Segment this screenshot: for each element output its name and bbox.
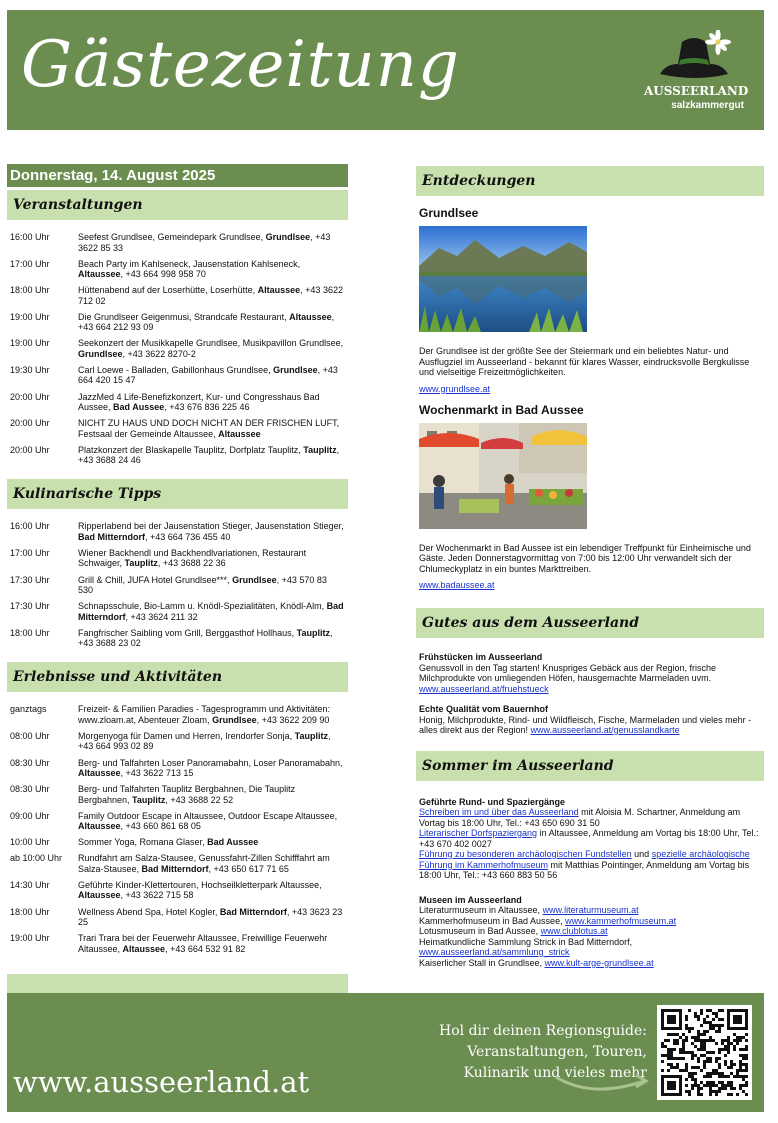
museum-kammerhof-text: Kammerhofmuseum in Bad Aussee, [419, 915, 566, 926]
event-time: 18:00 Uhr [10, 906, 50, 917]
event-location: Altaussee [257, 285, 301, 296]
date-heading: Donnerstag, 14. August 2025 [7, 164, 348, 187]
footer-accent-bar [7, 974, 348, 993]
event-time: 08:00 Uhr [10, 730, 50, 741]
event-row [10, 907, 348, 928]
event-description [78, 575, 348, 596]
museum-strick-link[interactable]: www.ausseerland.at/sammlung_strick [419, 947, 570, 957]
event-phone: , +43 3688 22 52 [165, 794, 234, 805]
event-row [10, 811, 348, 832]
event-time: 19:00 Uhr [10, 933, 50, 944]
event-time: 09:00 Uhr [10, 810, 50, 821]
event-text: JazzMed 4 Life-Benefizkonzert, Kur- und Congresshaus Bad Aussee, [78, 391, 320, 413]
grundlsee-lake-photo [419, 226, 587, 332]
walk-literary-text: in Altaussee, Anmeldung am Vortag bis 18:00 Uhr, Tel.: +43 670 402 0027 [419, 828, 759, 849]
event-time: 20:00 Uhr [10, 391, 50, 402]
event-list [7, 692, 348, 967]
event-description [78, 731, 348, 752]
promo-line: Veranstaltungen, Touren, [467, 1044, 647, 1060]
goods-farm-heading: Echte Qualität vom Bauernhof [419, 704, 549, 714]
event-text: Berg- und Talfahrten Tauplitz Bergbahnen, Die Tauplitz Bergbahnen, [78, 784, 296, 805]
event-row [10, 575, 348, 596]
event-phone: , +43 3688 23 02 [78, 627, 333, 649]
event-text: Sommer Yoga, Romana Glaser, [78, 837, 208, 848]
event-phone: , +43 3622 713 15 [120, 768, 194, 778]
event-description [78, 521, 348, 542]
event-time: 17:00 Uhr [10, 547, 50, 558]
section-header: Kulinarische Tipps [7, 479, 348, 509]
event-location: Tauplitz [303, 444, 337, 455]
event-text: Die Grundlseer Geigenmusi, Strandcafe Restaurant, [78, 311, 290, 322]
event-location: Bad Mitterndorf [141, 863, 209, 874]
event-text: Freizeit- & Familien Paradies - Tagesprogramm und Aktivitäten: www.zloam.at, Abenteuer Zloam, [78, 704, 330, 725]
event-row [10, 548, 348, 569]
goods-breakfast-text: Genussvoll in den Tag starten! Knuspriges Gebäck aus der Region, frische Milchprodukte von umliegenden Höfen, hausgemachte Marmeladen uvm. [419, 662, 716, 683]
museum-literatur-text: Literaturmuseum in Altaussee, [419, 905, 543, 915]
walk-archaeology-text: mit Matthias Pointinger, Anmeldung am Vortag bis 18:00 Uhr, Tel.: +43 660 883 50 56 [419, 859, 750, 880]
event-description [78, 601, 348, 622]
event-text: Seefest Grundlsee, Gemeindepark Grundlsee, [78, 232, 266, 242]
event-description [78, 259, 348, 280]
event-location: Tauplitz [124, 558, 158, 569]
genusslandkarte-link[interactable]: www.ausseerland.at/genusslandkarte [530, 725, 680, 735]
walk-writing-text: mit Aloisia M. Schartner, Anmeldung am Vortag bis 18:00 Uhr, Tel.: +43 650 690 31 50 [419, 807, 741, 828]
event-description [78, 338, 348, 359]
event-time: 20:00 Uhr [10, 444, 50, 455]
event-time: 14:30 Uhr [10, 879, 50, 890]
walk-museum-tour-link[interactable]: spezielle archäologische Führung im Kammerhofmuseum [419, 849, 750, 870]
event-description [78, 628, 348, 649]
event-row [10, 784, 348, 805]
event-description [78, 811, 348, 832]
event-phone: , +43 3622 209 90 [256, 714, 330, 725]
event-description [78, 837, 348, 848]
right-column [416, 166, 764, 968]
event-time: 18:00 Uhr [10, 627, 50, 638]
event-phone: , +43 664 998 958 70 [120, 269, 206, 280]
footer-banner [7, 993, 764, 1112]
event-phone: , +43 650 617 71 65 [208, 863, 289, 874]
event-text: Seekonzert der Musikkapelle Grundlsee, Musikpavillon Grundlsee, [78, 338, 344, 349]
event-row [10, 758, 348, 779]
walk-writing-link[interactable]: Schreiben im und über das Ausseerland [419, 807, 579, 817]
event-description [78, 548, 348, 569]
event-time: 17:00 Uhr [10, 258, 50, 269]
event-description [78, 365, 348, 386]
event-time: 20:00 Uhr [10, 418, 50, 429]
qr-code-icon[interactable] [657, 1005, 752, 1100]
event-location: Altaussee [289, 311, 332, 322]
discovery-wochenmarkt [416, 403, 764, 594]
event-time: 16:00 Uhr [10, 232, 50, 242]
event-time: 08:30 Uhr [10, 757, 50, 768]
discovery-title: Grundlsee [419, 206, 479, 220]
event-time: 18:00 Uhr [10, 285, 50, 296]
museum-literatur-link[interactable]: www.literaturmuseum.at [542, 905, 639, 915]
event-text: Hüttenabend auf der Loserhütte, Loserhütte, [78, 285, 258, 296]
event-time: ganztags [10, 704, 47, 715]
event-text: Rundfahrt am Salza-Stausee, Genussfahrt-Zillen Schifffahrt am Salza-Stausee, [78, 853, 330, 874]
event-row [10, 853, 348, 874]
logo-wordmark: AUSSEERLAND [644, 84, 749, 98]
event-text: Ripperlabend bei der Jausenstation Stieger, Jausenstation Stieger, [78, 521, 344, 532]
event-list [7, 509, 348, 662]
event-sections [7, 190, 348, 968]
event-phone: , +43 664 993 02 89 [78, 730, 331, 752]
curved-arrow-icon [552, 1071, 652, 1097]
event-row [10, 285, 348, 306]
event-row [10, 601, 348, 622]
event-location: Altaussee [122, 943, 166, 954]
section-header-discoveries: Entdeckungen [416, 166, 764, 196]
event-phone: , +43 3622 712 02 [78, 285, 343, 306]
event-row [10, 731, 348, 752]
logo-subtitle: salzkammergut [671, 100, 744, 111]
event-phone: , +43 676 836 225 46 [164, 402, 250, 413]
promo-line: Kulinarik und vieles mehr [463, 1065, 647, 1081]
event-time: 19:30 Uhr [10, 364, 50, 375]
event-text: Beach Party im Kahlseneck, Jausenstation Kahlseneck, [78, 258, 301, 269]
event-text: Schnapsschule, Bio-Lamm u. Knödl-Spezialitäten, Knödl-Alm, [78, 601, 327, 612]
badaussee-link[interactable]: www.badaussee.at [419, 580, 495, 590]
event-text: Berg- und Talfahrten Loser Panoramabahn, Loser Panoramabahn, [78, 757, 343, 768]
event-location: Bad Aussee [207, 837, 259, 848]
event-location: Grundlsee [212, 714, 257, 725]
section-header: Erlebnisse und Aktivitäten [7, 662, 348, 692]
hat-edelweiss-icon [656, 30, 732, 86]
event-phone: , +43 3622 715 58 [120, 890, 194, 901]
event-description [78, 445, 348, 466]
event-text: Grill & Chill, JUFA Hotel Grundlsee***, [78, 574, 233, 585]
event-row [10, 445, 348, 466]
event-row [10, 628, 348, 649]
event-description [78, 285, 348, 306]
event-time: 16:00 Uhr [10, 521, 50, 532]
event-row [10, 418, 348, 439]
event-description [78, 392, 348, 413]
grundlsee-link[interactable]: www.grundlsee.at [419, 383, 491, 394]
fruehstueck-link[interactable]: www.ausseerland.at/fruehstueck [419, 683, 549, 694]
event-row [10, 392, 348, 413]
event-description [78, 312, 348, 333]
event-phone: , +43 664 212 93 09 [78, 311, 335, 333]
event-phone: , +43 570 83 530 [78, 574, 327, 596]
event-description [78, 933, 348, 954]
event-description [78, 232, 348, 253]
event-location: Grundlsee [78, 348, 123, 359]
event-text: NICHT ZU HAUS UND DOCH NICHT AN DER FRISCHEN LUFT, Festsaal der Gemeinde Altaussee, [78, 418, 340, 439]
museum-strick-text: Heimatkundliche Sammlung Strick in Bad Mitterndorf, [419, 936, 633, 947]
event-phone: , +43 664 532 91 82 [165, 943, 246, 954]
section-header-summer: Sommer im Ausseerland [416, 751, 764, 781]
walks-heading: Geführte Rund- und Spaziergänge [419, 796, 566, 807]
event-location: Grundlsee [273, 364, 318, 375]
museum-lotus-link[interactable]: www.clublotus.at [540, 926, 608, 936]
event-row [10, 933, 348, 954]
event-text: Trari Trara bei der Feuerwehr Altaussee, Freiwillige Feuerwehr Altaussee, [78, 933, 328, 954]
event-location: Tauplitz [294, 730, 328, 741]
event-list [7, 220, 348, 479]
walk-archaeology-link[interactable]: Führung zu besonderen archäologischen Fundstellen [419, 849, 632, 859]
event-location: Altaussee [78, 890, 121, 901]
museum-stall-text: Kaiserlicher Stall in Grundlsee, [419, 957, 545, 968]
header-banner [7, 10, 764, 130]
event-location: Altaussee [218, 428, 261, 439]
event-description [78, 907, 348, 928]
event-row [10, 521, 348, 542]
museum-kammerhof-link[interactable]: www.kammerhofmuseum.at [565, 915, 677, 926]
event-text: Morgenyoga für Damen und Herren, Irendorfer Sonja, [78, 730, 295, 741]
event-text: Wiener Backhendl und Backhendlvariationen, Restaurant Schwaiger, [78, 547, 307, 569]
event-time: 17:30 Uhr [10, 574, 50, 585]
market-photo [419, 423, 587, 529]
event-description [78, 758, 348, 779]
discovery-description: Der Grundlsee ist der größte See der Steiermark und ein beliebtes Natur- und Ausflugziel im Ausseerland - bekannt für klares Wasser, eindrucksvolle Bergkulisse und vielseitige Freizeitmöglichkeiten. [419, 346, 750, 377]
event-time: 19:00 Uhr [10, 338, 50, 349]
event-location: Bad Mitterndorf [78, 531, 145, 542]
event-row [10, 232, 348, 253]
event-description [78, 704, 348, 725]
event-text: Fangfrischer Saibling vom Grill, Berggasthof Hollhaus, [78, 627, 297, 638]
event-location: Bad Mitterndorf [219, 906, 287, 917]
summer-block [416, 797, 764, 969]
walk-literary-link[interactable]: Literarischer Dorfspaziergang [419, 828, 538, 838]
left-column [7, 164, 348, 968]
event-location: Altaussee [78, 821, 121, 832]
walk-connector-text: und [631, 849, 652, 859]
event-time: 08:30 Uhr [10, 784, 50, 795]
event-location: Altaussee [78, 768, 121, 778]
section-header-goods: Gutes aus dem Ausseerland [416, 608, 764, 638]
event-phone: , +43 3624 211 32 [125, 611, 198, 622]
section-header: Veranstaltungen [7, 190, 348, 220]
event-phone: , +43 3688 22 36 [157, 558, 226, 569]
event-text: Wellness Abend Spa, Hotel Kogler, [78, 906, 220, 917]
event-text: Platzkonzert der Blaskapelle Tauplitz, Dorfplatz Tauplitz, [78, 444, 304, 455]
footer-website[interactable]: www.ausseerland.at [13, 1065, 310, 1099]
discovery-grundlsee [416, 206, 764, 397]
event-row [10, 312, 348, 333]
event-text: Family Outdoor Escape in Altaussee, Outdoor Escape Altaussee, [78, 810, 338, 821]
goods-breakfast-heading: Frühstücken im Ausseerland [419, 652, 543, 662]
event-phone: , +43 664 736 455 40 [145, 531, 231, 542]
ausseerland-logo[interactable] [644, 30, 749, 115]
discovery-title: Wochenmarkt in Bad Aussee [419, 402, 584, 417]
event-location: Grundlsee [265, 232, 311, 242]
museum-stall-link[interactable]: www.kult-arge-grundlsee.at [544, 957, 654, 968]
event-phone: , +43 3622 85 33 [78, 232, 331, 253]
museum-lotus-text: Lotusmuseum in Bad Aussee, [419, 926, 541, 936]
event-row [10, 259, 348, 280]
event-description [78, 418, 348, 439]
event-time: 17:30 Uhr [10, 601, 50, 612]
goods-block [416, 652, 764, 736]
event-row [10, 338, 348, 359]
promo-line: Hol dir deinen Regionsguide: [439, 1023, 647, 1039]
event-description [78, 853, 348, 874]
event-text: Carl Loewe - Balladen, Gabillonhaus Grundlsee, [78, 364, 274, 375]
event-description [78, 880, 348, 901]
event-description [78, 784, 348, 805]
event-location: Tauplitz [296, 627, 330, 638]
event-phone: , +43 3622 8270-2 [122, 348, 196, 359]
page-title: Gästezeitung [21, 28, 460, 102]
event-text: Geführte Kinder-Klettertouren, Hochseilkletterpark Altaussee, [78, 879, 322, 890]
goods-farm-text: Honig, Milchprodukte, Rind- und Wildfleisch, Fische, Marmeladen und vieles mehr - alles direkt aus der Region! [419, 714, 752, 735]
event-phone: , +43 664 420 15 47 [78, 364, 338, 386]
event-phone: , +43 660 861 68 05 [120, 821, 201, 832]
event-location: Bad Aussee [113, 402, 165, 413]
event-row [10, 880, 348, 901]
event-location: Altaussee [78, 269, 121, 280]
event-time: ab 10:00 Uhr [10, 853, 63, 864]
event-location: Bad Mitterndorf [78, 601, 344, 622]
event-phone: , +43 3623 23 25 [78, 906, 343, 928]
event-location: Tauplitz [132, 794, 166, 805]
event-row [10, 837, 348, 848]
event-phone: , +43 3688 24 46 [78, 444, 340, 466]
event-row [10, 365, 348, 386]
discovery-description: Der Wochenmarkt in Bad Aussee ist ein lebendiger Treffpunkt für Einheimische und Gäste. Jeden Donnerstagvormittag von 7:00 bis 12:00 Uhr verwandelt sich der Chlumeckyplatz in ein buntes Markttreiben. [419, 542, 751, 574]
event-time: 10:00 Uhr [10, 837, 50, 848]
event-row [10, 704, 348, 725]
event-time: 19:00 Uhr [10, 311, 50, 322]
museums-heading: Museen im Ausseerland [419, 894, 522, 905]
event-location: Grundlsee [232, 574, 277, 585]
